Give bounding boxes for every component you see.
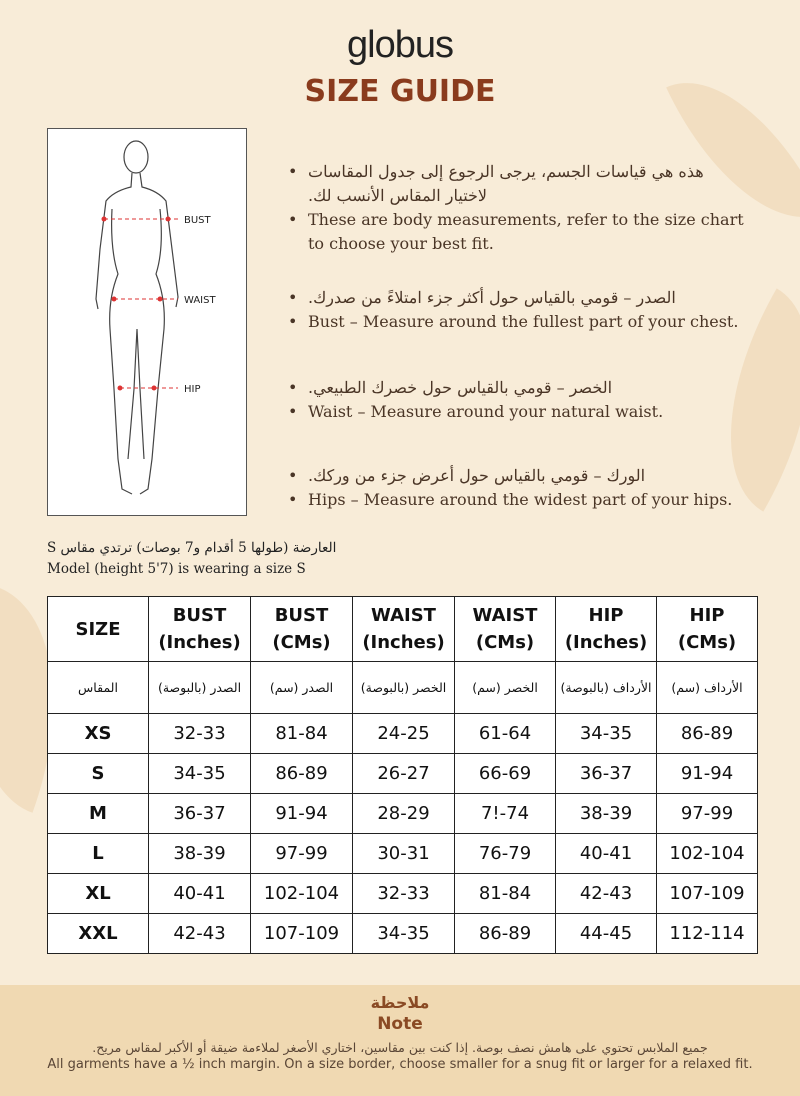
instruction-ar: • الصدر – قومي بالقياس حول أكثر جزء امتلاءً من صدرك. bbox=[286, 286, 746, 310]
measurement-cell: 86-89 bbox=[455, 914, 556, 954]
measurement-cell: 24-25 bbox=[353, 714, 455, 754]
header-label: BUST bbox=[274, 605, 329, 626]
header-label: WAIST bbox=[472, 605, 538, 626]
column-header bbox=[353, 597, 455, 662]
header-label: HIP bbox=[588, 605, 624, 626]
model-info-en: Model (height 5'7) is wearing a size S bbox=[47, 561, 306, 577]
table-row bbox=[48, 914, 758, 954]
size-chart-table bbox=[47, 596, 758, 954]
body-measurement-figure bbox=[47, 128, 247, 516]
measurement-cell: 26-27 bbox=[353, 754, 455, 794]
note-title-ar: ملاحظة bbox=[370, 993, 430, 1012]
measurement-cell: 36-37 bbox=[149, 794, 251, 834]
instruction-en: • Hips – Measure around the widest part of your hips. bbox=[286, 488, 746, 512]
measurement-cell: 7!-74 bbox=[455, 794, 556, 834]
measurement-cell: 28-29 bbox=[353, 794, 455, 834]
measurement-cell: 40-41 bbox=[149, 874, 251, 914]
measurement-cell: 97-99 bbox=[251, 834, 353, 874]
measurement-cell: 86-89 bbox=[251, 754, 353, 794]
measurement-cell: 38-39 bbox=[556, 794, 657, 834]
waist-label: WAIST bbox=[184, 295, 216, 306]
instruction-en: • Bust – Measure around the fullest part of your chest. bbox=[286, 310, 746, 334]
measurement-cell: 32-33 bbox=[353, 874, 455, 914]
column-header bbox=[149, 597, 251, 662]
measurement-cell: 42-43 bbox=[149, 914, 251, 954]
measurement-cell: 66-69 bbox=[455, 754, 556, 794]
column-header bbox=[48, 597, 149, 662]
header-label: BUST bbox=[172, 605, 227, 626]
hip-label: HIP bbox=[184, 384, 201, 395]
measurement-instructions bbox=[286, 160, 746, 542]
measurement-cell: 107-109 bbox=[657, 874, 758, 914]
column-header bbox=[455, 597, 556, 662]
column-header-ar: الصدر (بالبوصة) bbox=[149, 662, 251, 714]
header-unit: (Inches) bbox=[362, 632, 445, 653]
bust-label: BUST bbox=[184, 215, 211, 226]
header-label: HIP bbox=[689, 605, 725, 626]
measurement-cell: 81-84 bbox=[251, 714, 353, 754]
instruction-ar: • هذه هي قياسات الجسم، يرجى الرجوع إلى جدول المقاسات لاختيار المقاس الأنسب لك. bbox=[286, 160, 746, 208]
measurement-cell: 44-45 bbox=[556, 914, 657, 954]
measurement-cell: 86-89 bbox=[657, 714, 758, 754]
instruction-en: • These are body measurements, refer to the size chart to choose your best fit. bbox=[286, 208, 746, 256]
measurement-cell: 97-99 bbox=[657, 794, 758, 834]
column-header-ar: الأرداف (سم) bbox=[657, 662, 758, 714]
table-row bbox=[48, 754, 758, 794]
header-unit: (CMs) bbox=[475, 632, 535, 653]
measurement-cell: 38-39 bbox=[149, 834, 251, 874]
header-unit: (Inches) bbox=[564, 632, 648, 653]
column-header-ar: الخصر (بالبوصة) bbox=[353, 662, 455, 714]
size-cell: S bbox=[48, 754, 149, 794]
measurement-cell: 81-84 bbox=[455, 874, 556, 914]
size-cell: L bbox=[48, 834, 149, 874]
size-cell: XXL bbox=[48, 914, 149, 954]
size-cell: M bbox=[48, 794, 149, 834]
measurement-cell: 107-109 bbox=[251, 914, 353, 954]
header-label: SIZE bbox=[75, 618, 121, 640]
table-row bbox=[48, 714, 758, 754]
table-row bbox=[48, 834, 758, 874]
measurement-cell: 76-79 bbox=[455, 834, 556, 874]
measurement-cell: 91-94 bbox=[657, 754, 758, 794]
measurement-cell: 61-64 bbox=[455, 714, 556, 754]
instruction-hips bbox=[286, 464, 746, 512]
instruction-ar: • الورك – قومي بالقياس حول أعرض جزء من وركك. bbox=[286, 464, 746, 488]
measurement-cell: 34-35 bbox=[353, 914, 455, 954]
header-row bbox=[48, 597, 758, 662]
instruction-general bbox=[286, 160, 746, 256]
instruction-en: • Waist – Measure around your natural waist. bbox=[286, 400, 746, 424]
measurement-cell: 102-104 bbox=[657, 834, 758, 874]
page-title: SIZE GUIDE bbox=[304, 74, 496, 109]
body-outline-illustration bbox=[48, 129, 246, 515]
measurement-cell: 91-94 bbox=[251, 794, 353, 834]
model-info bbox=[47, 538, 336, 580]
column-header-ar: الأرداف (بالبوصة) bbox=[556, 662, 657, 714]
measurement-cell: 42-43 bbox=[556, 874, 657, 914]
table-row bbox=[48, 794, 758, 834]
measurement-cell: 32-33 bbox=[149, 714, 251, 754]
instruction-waist bbox=[286, 376, 746, 424]
note-title-en: Note bbox=[377, 1014, 423, 1034]
brand-logo: globus bbox=[347, 24, 453, 66]
header-label: WAIST bbox=[371, 605, 436, 626]
model-info-ar: العارضة (طولها 5 أقدام و7 بوصات) ترتدي مقاس S bbox=[47, 540, 337, 556]
column-header bbox=[251, 597, 353, 662]
measurement-cell: 34-35 bbox=[149, 754, 251, 794]
measurement-cell: 102-104 bbox=[251, 874, 353, 914]
measurement-cell: 34-35 bbox=[556, 714, 657, 754]
column-header bbox=[556, 597, 657, 662]
header-unit: (CMs) bbox=[677, 632, 737, 653]
header-row-ar bbox=[48, 662, 758, 714]
measurement-cell: 36-37 bbox=[556, 754, 657, 794]
instruction-bust bbox=[286, 286, 746, 334]
measurement-cell: 112-114 bbox=[657, 914, 758, 954]
note-text-en: All garments have a ½ inch margin. On a size border, choose smaller for a snug fit or larger for a relaxed fit. bbox=[47, 1057, 753, 1072]
size-cell: XS bbox=[48, 714, 149, 754]
column-header-ar: المقاس bbox=[48, 662, 149, 714]
column-header-ar: الخصر (سم) bbox=[455, 662, 556, 714]
note-text-ar: جميع الملابس تحتوي على هامش نصف بوصة. إذا كنت بين مقاسين، اختاري الأصغر لملاءمة ضيقة أو الأكبر لمقاس مريح. bbox=[92, 1040, 708, 1055]
note-section bbox=[0, 985, 800, 1096]
table-row bbox=[48, 874, 758, 914]
header-unit: (CMs) bbox=[272, 632, 331, 653]
measurement-cell: 40-41 bbox=[556, 834, 657, 874]
size-cell: XL bbox=[48, 874, 149, 914]
instruction-ar: • الخصر – قومي بالقياس حول خصرك الطبيعي. bbox=[286, 376, 746, 400]
column-header-ar: الصدر (سم) bbox=[251, 662, 353, 714]
column-header bbox=[657, 597, 758, 662]
header-unit: (Inches) bbox=[158, 632, 241, 653]
measurement-cell: 30-31 bbox=[353, 834, 455, 874]
